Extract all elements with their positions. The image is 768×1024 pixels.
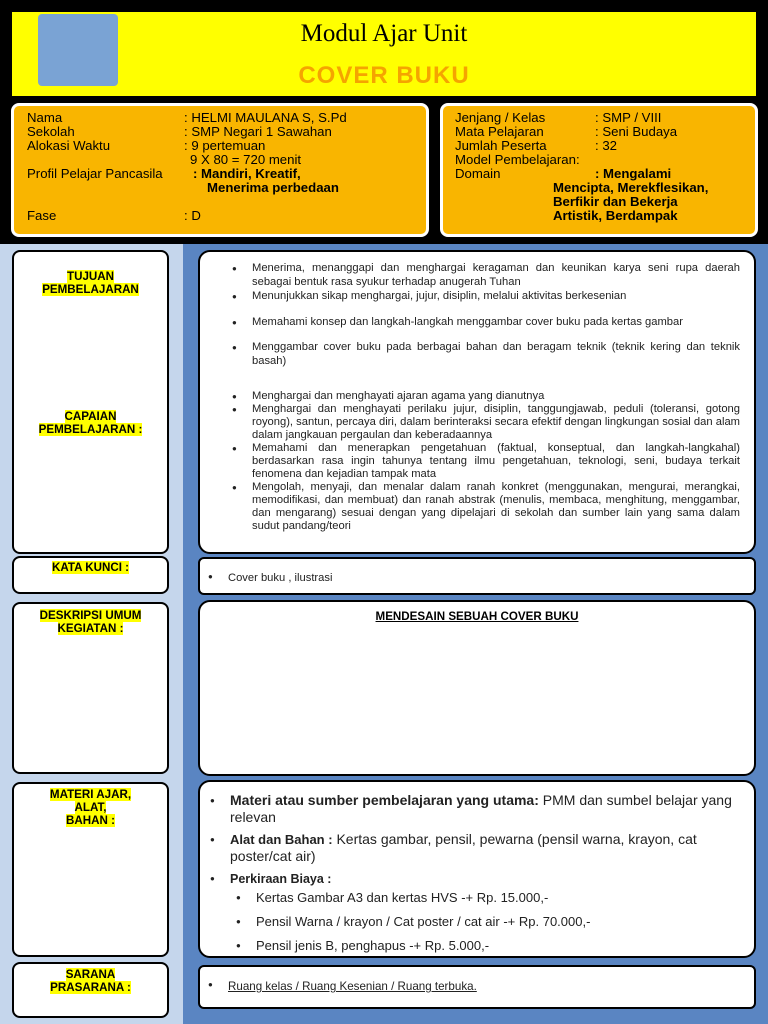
page-title: Modul Ajar Unit (300, 20, 468, 47)
kata-kunci-label: KATA KUNCI : (51, 561, 130, 574)
class-info-box (440, 103, 758, 237)
alokasi-value: : 9 pertemuan (184, 138, 266, 153)
list-item: ● Menghargai dan menghayati ajaran agama yang dianutnya (224, 390, 740, 403)
list-item: ● Memahami konsep dan langkah-langkah menggambar cover buku pada kertas gambar (224, 316, 740, 330)
tujuan-list (224, 262, 740, 368)
list-item: ● Alat dan Bahan : Kertas gambar, pensil, pewarna (pensil warna, krayon, cat poster/cat air) (202, 831, 744, 865)
profil-value: : Mandiri, Kreatif, (193, 166, 301, 181)
profil-label: Profil Pelajar Pancasila (27, 166, 163, 181)
tujuan-capaian-label-box (12, 250, 169, 554)
list-item: ● Menggambar cover buku pada berbagai bahan dan beragam teknik (teknik kering dan teknik basah) (224, 341, 740, 368)
sarana-label: SARANA PRASARANA : (50, 968, 131, 994)
identity-info-box (11, 103, 429, 237)
domain-value-4: Artistik, Berdampak (553, 208, 678, 223)
model-label: Model Pembelajaran: (455, 152, 580, 167)
list-item: ● Cover buku , ilustrasi (200, 572, 332, 584)
list-item: ● Mengolah, menyaji, dan menalar dalam ranah konkret (menggunakan, mengurai, merangkai, memodifikasi, dan membuat) dan ranah abstrak (menulis, membaca, menghitung, menggambar, dan mengarang) sesuai dengan yang dipelajari di sekolah dan sumber lain yang sama dalam sudut pandang/teori (224, 481, 740, 533)
kata-kunci-content (198, 557, 756, 595)
materi-list (202, 792, 744, 888)
list-item: ● Pensil Warna / krayon / Cat poster / cat air -+ Rp. 70.000,- (228, 910, 744, 934)
list-item: ● Perkiraan Biaya : (202, 870, 744, 888)
mapel-value: : Seni Budaya (595, 124, 678, 139)
domain-value: : Mengalami (595, 166, 672, 181)
list-item: ● Menunjukkan sikap menghargai, jujur, disiplin, melalui aktivitas berkesenian (224, 290, 740, 304)
sarana-list (200, 980, 477, 993)
fase-label: Fase (27, 208, 57, 223)
fase-value: : D (184, 208, 201, 223)
sarana-content (198, 965, 756, 1009)
list-item: ● Materi atau sumber pembelajaran yang utama: PMM dan sumbel belajar yang relevan (202, 792, 744, 826)
tujuan-capaian-content (198, 250, 756, 554)
capaian-label: CAPAIAN PEMBELAJARAN : (38, 410, 143, 436)
list-item: ● Pensil jenis B, penghapus -+ Rp. 5.000,- (228, 934, 744, 958)
biaya-list (228, 886, 744, 958)
deskripsi-label: DESKRIPSI UMUM KEGIATAN : (39, 609, 142, 635)
kata-kunci-label-box (12, 556, 169, 594)
capaian-list (224, 390, 740, 533)
peserta-value: : 32 (595, 138, 617, 153)
nama-value: : HELMI MAULANA S, S.Pd (184, 110, 347, 125)
page-subtitle: COVER BUKU (298, 62, 470, 89)
header-banner (12, 12, 756, 96)
nama-label: Nama (27, 110, 63, 125)
jenjang-label: Jenjang / Kelas (455, 110, 546, 125)
list-item: ● Kertas Gambar A3 dan kertas HVS -+ Rp. 15.000,- (228, 886, 744, 910)
deskripsi-title: MENDESAIN SEBUAH COVER BUKU (375, 610, 579, 623)
deskripsi-label-box (12, 602, 169, 774)
sekolah-value: : SMP Negari 1 Sawahan (184, 124, 332, 139)
sarana-label-box (12, 962, 169, 1018)
alokasi-value-detail: 9 X 80 = 720 menit (190, 152, 302, 167)
deskripsi-content (198, 600, 756, 776)
materi-label: MATERI AJAR, ALAT, BAHAN : (49, 788, 132, 827)
profil-value-2: Menerima perbedaan (207, 180, 339, 195)
mapel-label: Mata Pelajaran (455, 124, 544, 139)
materi-label-box (12, 782, 169, 957)
list-item: ● Ruang kelas / Ruang Kesenian / Ruang terbuka. (200, 980, 477, 993)
list-item: ● Menerima, menanggapi dan menghargai keragaman dan keunikan karya seni rupa daerah sebagai bentuk rasa syukur terhadap anugerah Tuhan (224, 262, 740, 289)
alokasi-label: Alokasi Waktu (27, 138, 111, 153)
peserta-label: Jumlah Peserta (455, 138, 547, 153)
jenjang-value: : SMP / VIII (595, 110, 662, 125)
list-item: ● Menghargai dan menghayati perilaku jujur, disiplin, tanggungjawab, peduli (toleransi, gotong royong), santun, percaya diri, dalam berinteraksi secara efektif dengan lingkungan sosial dan alam dalam jangkauan pergaulan dan keberadaannya (224, 403, 740, 442)
domain-value-2: Mencipta, Merekflesikan, (553, 180, 709, 195)
kata-kunci-list (200, 572, 332, 584)
domain-value-3: Berfikir dan Bekerja (553, 194, 678, 209)
sekolah-label: Sekolah (27, 124, 75, 139)
materi-content (198, 780, 756, 958)
list-item: ● Memahami dan menerapkan pengetahuan (faktual, konseptual, dan langkah-langkahal) berdasarkan rasa ingin tahunya tentang ilmu pengetahuan, teknologi, seni, budaya terkait fenomena dan kejadian tampak mata (224, 442, 740, 481)
domain-label: Domain (455, 166, 501, 181)
tujuan-label: TUJUAN PEMBELAJARAN (42, 270, 139, 296)
